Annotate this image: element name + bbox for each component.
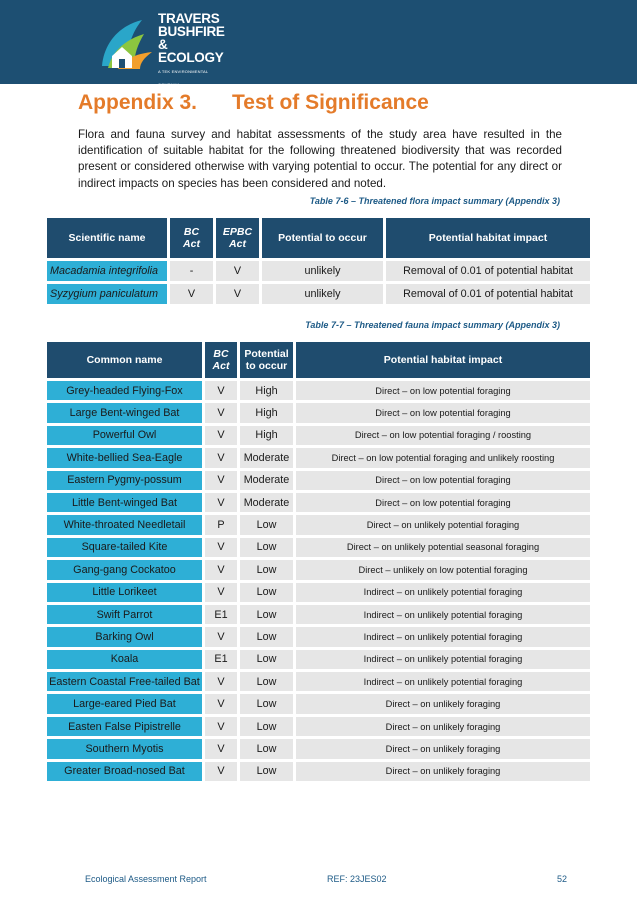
appendix-title: Test of Significance xyxy=(232,91,429,114)
bc-act-cell: V xyxy=(205,739,237,758)
impact-cell: Indirect – on unlikely potential foraging xyxy=(296,650,590,669)
flora-header-epbc xyxy=(216,218,259,258)
logo-line-3: & ECOLOGY xyxy=(158,37,224,65)
potential-cell: Moderate xyxy=(240,448,293,467)
potential-cell: Low xyxy=(240,694,293,713)
bc-act-cell: V xyxy=(205,672,237,691)
table-row xyxy=(47,261,590,281)
potential-cell: Low xyxy=(240,762,293,781)
common-name-cell: Koala xyxy=(47,650,202,669)
footer-page-number: 52 xyxy=(557,874,568,884)
potential-cell: Moderate xyxy=(240,471,293,490)
scientific-name-cell: Syzygium paniculatum xyxy=(47,284,167,304)
flora-header-bc-line1: BC xyxy=(183,226,200,238)
table-row xyxy=(47,560,590,579)
fauna-header-potential-line1: Potential xyxy=(244,348,289,360)
flora-header-bc xyxy=(170,218,213,258)
impact-cell: Direct – unlikely on low potential foraging xyxy=(296,560,590,579)
potential-cell: Low xyxy=(240,560,293,579)
impact-cell: Direct – on low potential foraging / roosting xyxy=(296,426,590,445)
footer-reference: REF: 23JES02 xyxy=(327,874,387,884)
company-logo xyxy=(98,11,228,87)
bc-act-cell: V xyxy=(205,762,237,781)
bc-act-cell: V xyxy=(205,426,237,445)
bc-act-cell: V xyxy=(205,471,237,490)
bc-act-cell: V xyxy=(205,493,237,512)
fauna-header-bc-line1: BC xyxy=(213,348,229,360)
potential-cell: Low xyxy=(240,717,293,736)
logo-wordmark xyxy=(158,12,228,91)
flora-header-row xyxy=(47,218,590,258)
common-name-cell: Eastern Pygmy-possum xyxy=(47,471,202,490)
potential-cell: Low xyxy=(240,739,293,758)
common-name-cell: Swift Parrot xyxy=(47,605,202,624)
impact-cell: Indirect – on unlikely potential foraging xyxy=(296,627,590,646)
potential-cell: Low xyxy=(240,538,293,557)
table-row xyxy=(47,284,590,304)
table-row xyxy=(47,672,590,691)
common-name-cell: Large Bent-winged Bat xyxy=(47,403,202,422)
fauna-header-impact: Potential habitat impact xyxy=(296,342,590,378)
potential-cell: Low xyxy=(240,627,293,646)
table-row xyxy=(47,426,590,445)
table-row xyxy=(47,381,590,400)
flora-header-impact: Potential habitat impact xyxy=(386,218,590,258)
common-name-cell: Little Lorikeet xyxy=(47,583,202,602)
impact-cell: Direct – on unlikely potential foraging xyxy=(296,515,590,534)
impact-cell: Direct – on low potential foraging xyxy=(296,471,590,490)
common-name-cell: Greater Broad-nosed Bat xyxy=(47,762,202,781)
potential-cell: unlikely xyxy=(262,261,383,281)
impact-cell: Direct – on unlikely potential seasonal foraging xyxy=(296,538,590,557)
common-name-cell: Grey-headed Flying-Fox xyxy=(47,381,202,400)
impact-cell: Indirect – on unlikely potential foraging xyxy=(296,583,590,602)
bc-act-cell: V xyxy=(205,717,237,736)
common-name-cell: Gang-gang Cockatoo xyxy=(47,560,202,579)
potential-cell: Low xyxy=(240,650,293,669)
common-name-cell: White-throated Needletail xyxy=(47,515,202,534)
table-row xyxy=(47,493,590,512)
potential-cell: Moderate xyxy=(240,493,293,512)
fauna-header-bc-line2: Act xyxy=(212,360,230,372)
impact-cell: Indirect – on unlikely potential foraging xyxy=(296,672,590,691)
fauna-header-row xyxy=(47,342,590,378)
table-row xyxy=(47,627,590,646)
common-name-cell: Barking Owl xyxy=(47,627,202,646)
bc-act-cell: V xyxy=(205,381,237,400)
fauna-table-caption: Table 7-7 – Threatened fauna impact summary (Appendix 3) xyxy=(305,320,560,330)
impact-cell: Direct – on low potential foraging xyxy=(296,403,590,422)
logo-tagline: A TEK ENVIRONMENTAL COMPANY xyxy=(158,69,209,87)
flora-table-caption: Table 7-6 – Threatened flora impact summary (Appendix 3) xyxy=(309,196,560,206)
table-row xyxy=(47,694,590,713)
header-bar xyxy=(0,0,637,87)
table-row xyxy=(47,471,590,490)
fauna-impact-table xyxy=(44,339,593,784)
fauna-header-bc xyxy=(205,342,237,378)
logo-line-2: BUSHFIRE xyxy=(158,24,225,39)
appendix-number: Appendix 3. xyxy=(78,91,198,114)
common-name-cell: White-bellied Sea-Eagle xyxy=(47,448,202,467)
bc-act-cell: V xyxy=(205,538,237,557)
flora-header-epbc-line2: Act xyxy=(229,238,246,250)
common-name-cell: Powerful Owl xyxy=(47,426,202,445)
fauna-header-name: Common name xyxy=(47,342,202,378)
footer-report-title: Ecological Assessment Report xyxy=(85,874,207,884)
common-name-cell: Square-tailed Kite xyxy=(47,538,202,557)
bc-act-cell: V xyxy=(205,694,237,713)
table-row xyxy=(47,403,590,422)
logo-line-1: TRAVERS xyxy=(158,11,220,26)
impact-cell: Direct – on unlikely foraging xyxy=(296,694,590,713)
epbc-act-cell: V xyxy=(216,284,259,304)
intro-paragraph: Flora and fauna survey and habitat assessments of the study area have resulted in the identification of suitable habitat for the following threatened biodiversity that was recorded present or considered otherwise with varying potential to occur. The potential for any direct or indirect impacts on species has been considered and noted. xyxy=(78,128,562,190)
potential-cell: High xyxy=(240,381,293,400)
bc-act-cell: E1 xyxy=(205,650,237,669)
flora-header-name: Scientific name xyxy=(47,218,167,258)
table-row xyxy=(47,717,590,736)
bc-act-cell: - xyxy=(170,261,213,281)
impact-cell: Direct – on unlikely foraging xyxy=(296,762,590,781)
table-row xyxy=(47,650,590,669)
flora-header-potential: Potential to occur xyxy=(262,218,383,258)
potential-cell: Low xyxy=(240,605,293,624)
flora-header-epbc-line1: EPBC xyxy=(222,226,253,238)
common-name-cell: Large-eared Pied Bat xyxy=(47,694,202,713)
table-row xyxy=(47,762,590,781)
epbc-act-cell: V xyxy=(216,261,259,281)
fauna-header-potential-line2: to occur xyxy=(245,360,288,372)
bc-act-cell: V xyxy=(205,583,237,602)
potential-cell: High xyxy=(240,426,293,445)
potential-cell: Low xyxy=(240,515,293,534)
fauna-header-potential xyxy=(240,342,293,378)
table-row xyxy=(47,515,590,534)
potential-cell: unlikely xyxy=(262,284,383,304)
table-row xyxy=(47,739,590,758)
impact-cell: Direct – on low potential foraging xyxy=(296,493,590,512)
impact-cell: Direct – on low potential foraging xyxy=(296,381,590,400)
common-name-cell: Easten False Pipistrelle xyxy=(47,717,202,736)
flora-header-bc-line2: Act xyxy=(183,238,200,250)
impact-cell: Direct – on unlikely foraging xyxy=(296,717,590,736)
bc-act-cell: V xyxy=(205,627,237,646)
flora-impact-table xyxy=(44,215,593,307)
bc-act-cell: V xyxy=(170,284,213,304)
bc-act-cell: V xyxy=(205,448,237,467)
impact-cell: Indirect – on unlikely potential foraging xyxy=(296,605,590,624)
bc-act-cell: V xyxy=(205,403,237,422)
common-name-cell: Eastern Coastal Free-tailed Bat xyxy=(47,672,202,691)
impact-cell: Removal of 0.01 of potential habitat xyxy=(386,284,590,304)
table-row xyxy=(47,583,590,602)
house-leaf-logo-icon xyxy=(98,16,158,72)
scientific-name-cell: Macadamia integrifolia xyxy=(47,261,167,281)
common-name-cell: Little Bent-winged Bat xyxy=(47,493,202,512)
potential-cell: Low xyxy=(240,583,293,602)
potential-cell: Low xyxy=(240,672,293,691)
potential-cell: High xyxy=(240,403,293,422)
page-title xyxy=(78,91,429,115)
impact-cell: Direct – on low potential foraging and unlikely roosting xyxy=(296,448,590,467)
impact-cell: Removal of 0.01 of potential habitat xyxy=(386,261,590,281)
table-row xyxy=(47,448,590,467)
common-name-cell: Southern Myotis xyxy=(47,739,202,758)
impact-cell: Direct – on unlikely foraging xyxy=(296,739,590,758)
bc-act-cell: E1 xyxy=(205,605,237,624)
table-row xyxy=(47,538,590,557)
bc-act-cell: V xyxy=(205,560,237,579)
bc-act-cell: P xyxy=(205,515,237,534)
table-row xyxy=(47,605,590,624)
